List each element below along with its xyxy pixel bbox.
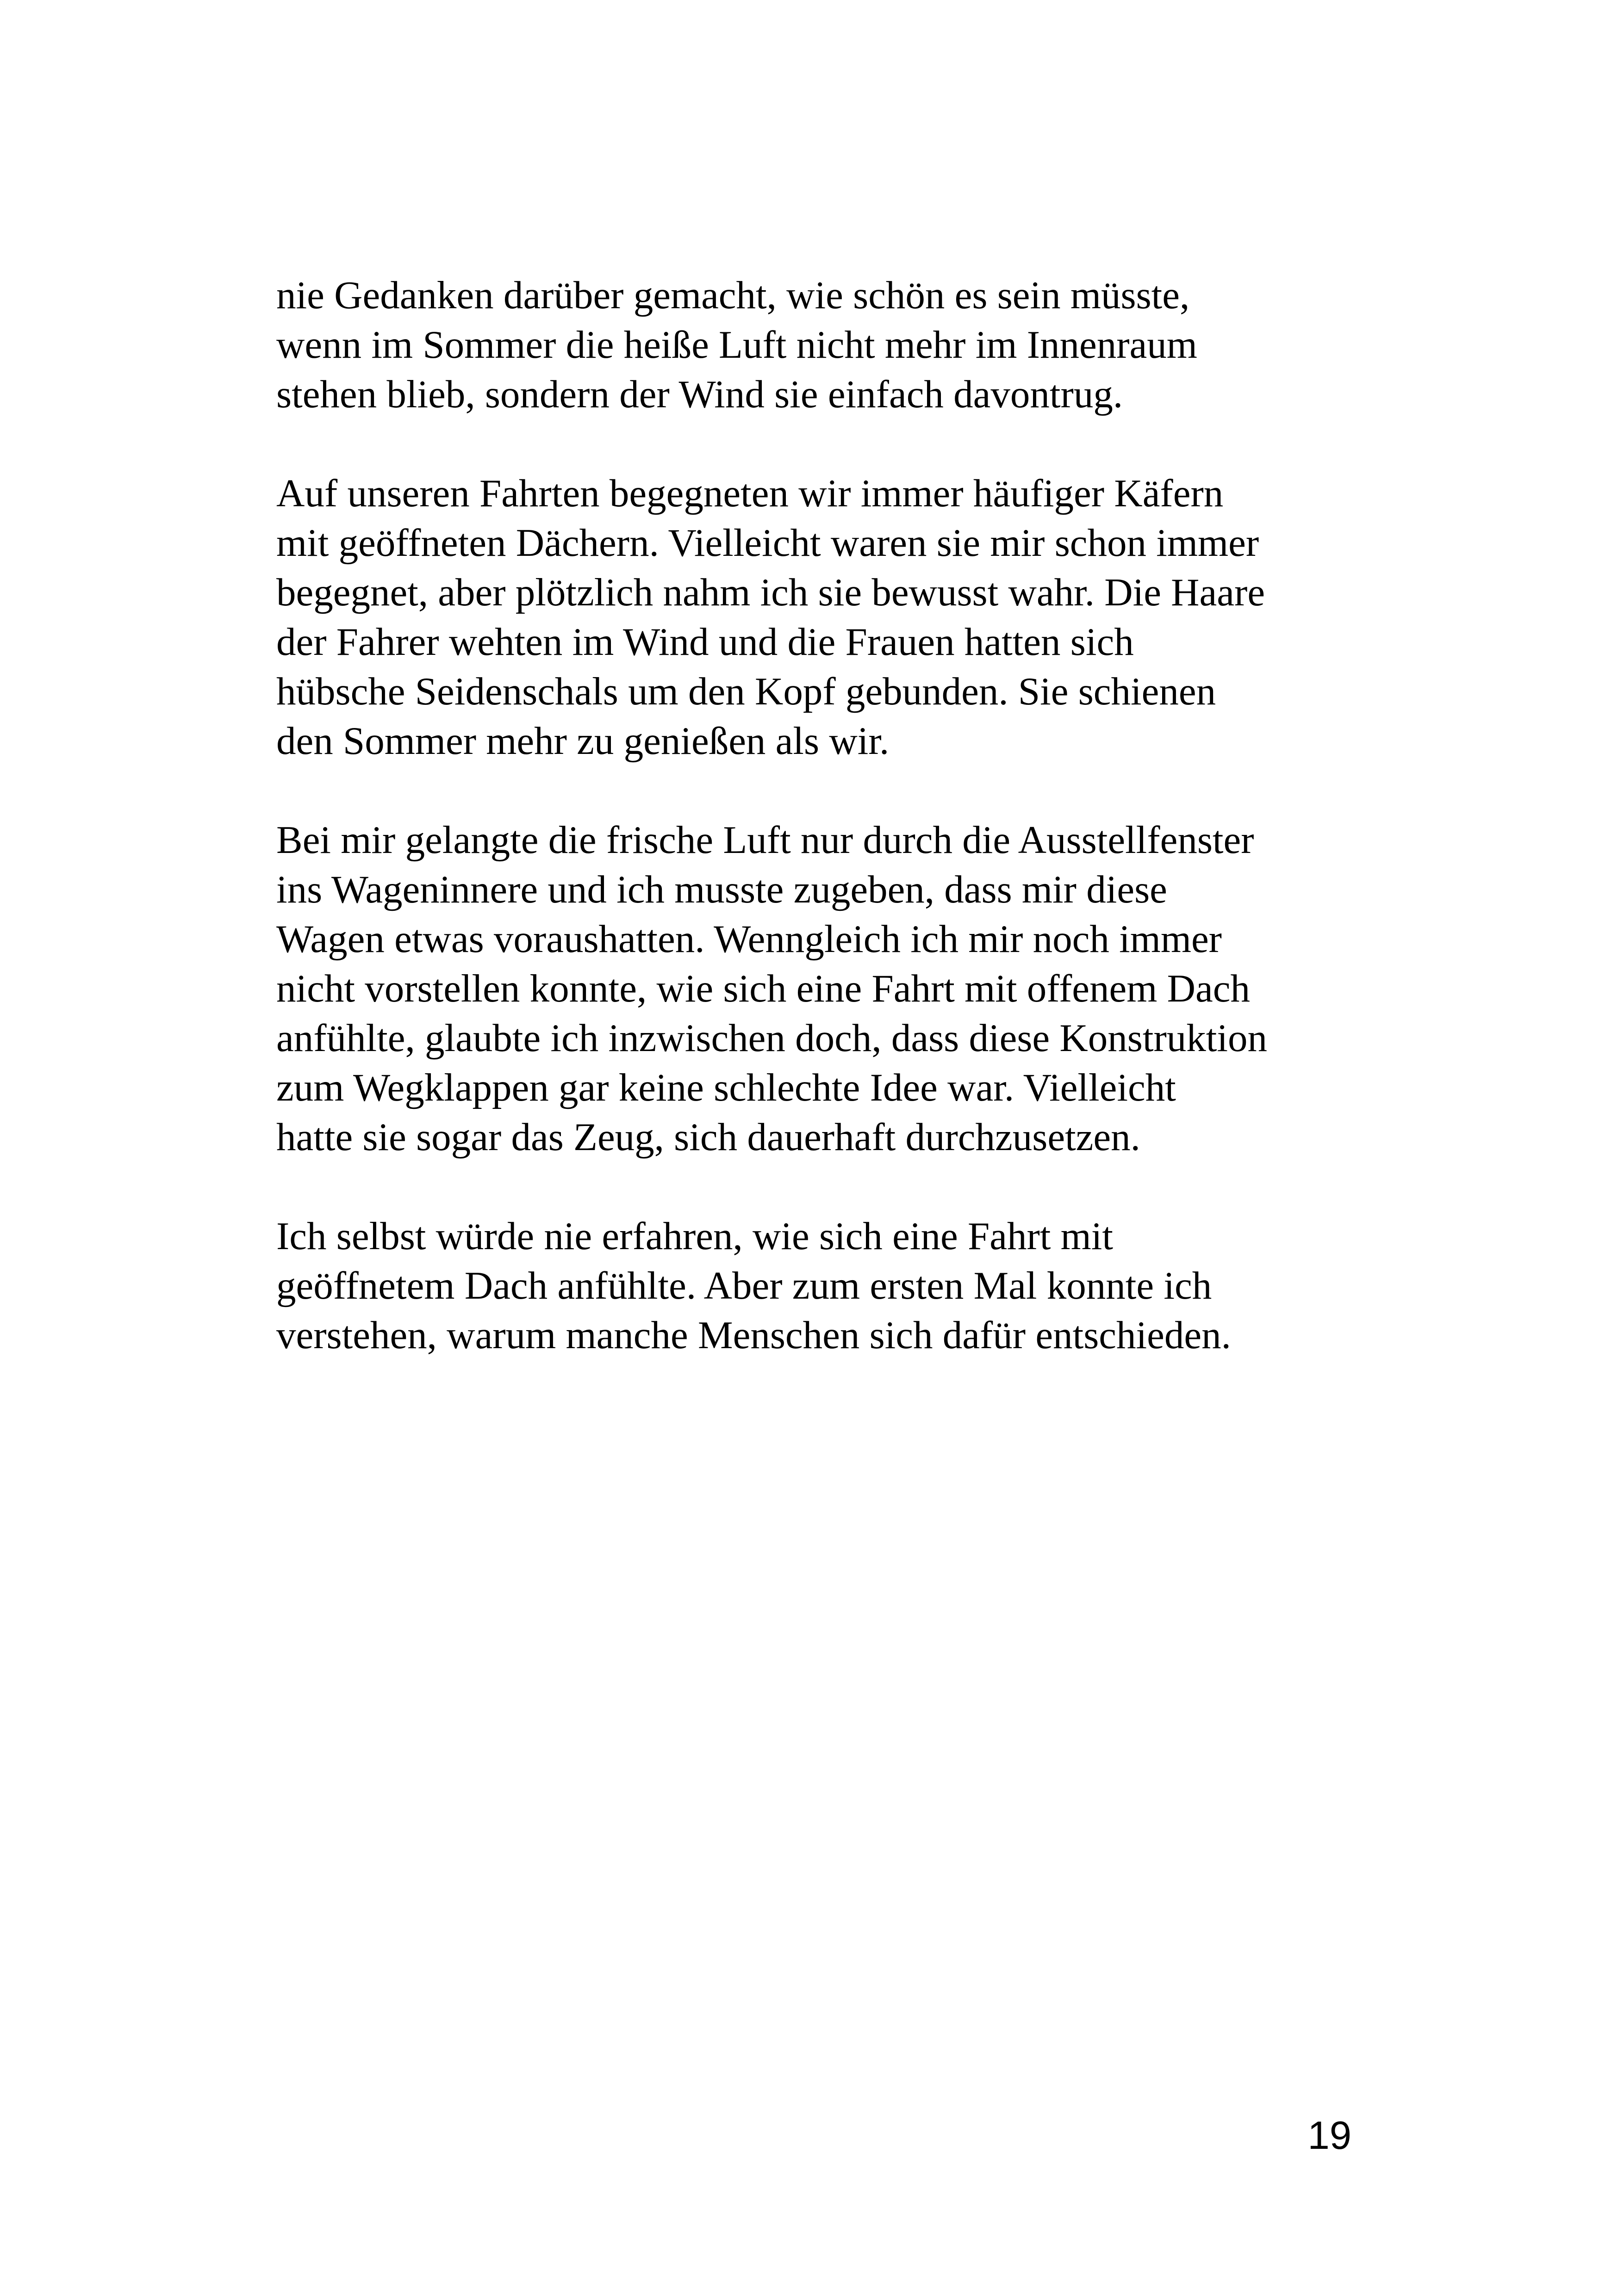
text-line: mit geöffneten Dächern. Vielleicht waren sie mir schon immer <box>276 521 1259 565</box>
body-text <box>276 271 1387 1410</box>
text-line: nie Gedanken darüber gemacht, wie schön es sein müsste, <box>276 274 1190 317</box>
text-line: anfühlte, glaubte ich inzwischen doch, dass diese Konstruktion <box>276 1016 1268 1060</box>
text-line: begegnet, aber plötzlich nahm ich sie bewusst wahr. Die Haare <box>276 571 1265 614</box>
text-line: Wagen etwas voraushatten. Wenngleich ich mir noch immer <box>276 917 1222 961</box>
text-line: den Sommer mehr zu genießen als wir. <box>276 719 890 763</box>
text-line: geöffnetem Dach anfühlte. Aber zum ersten Mal konnte ich <box>276 1264 1212 1307</box>
text-line: nicht vorstellen konnte, wie sich eine Fahrt mit offenem Dach <box>276 967 1250 1010</box>
page-number: 19 <box>1307 2114 1351 2158</box>
text-line: stehen blieb, sondern der Wind sie einfach davontrug. <box>276 373 1123 416</box>
text-line: verstehen, warum manche Menschen sich dafür entschieden. <box>276 1313 1231 1357</box>
paragraph-4 <box>276 1212 1387 1360</box>
paragraph-3 <box>276 815 1387 1162</box>
text-line: ins Wageninnere und ich musste zugeben, dass mir diese <box>276 868 1167 911</box>
text-line: Auf unseren Fahrten begegneten wir immer häufiger Käfern <box>276 472 1224 515</box>
text-line: der Fahrer wehten im Wind und die Frauen hatten sich <box>276 620 1134 664</box>
text-line: Ich selbst würde nie erfahren, wie sich eine Fahrt mit <box>276 1214 1113 1258</box>
text-line: wenn im Sommer die heiße Luft nicht mehr im Innenraum <box>276 323 1197 367</box>
paragraph-2 <box>276 469 1387 766</box>
text-line: hatte sie sogar das Zeug, sich dauerhaft durchzusetzen. <box>276 1115 1140 1159</box>
text-line: Bei mir gelangte die frische Luft nur durch die Ausstellfenster <box>276 818 1254 862</box>
paragraph-1 <box>276 271 1387 419</box>
text-line: hübsche Seidenschals um den Kopf gebunden. Sie schienen <box>276 670 1216 713</box>
text-line: zum Wegklappen gar keine schlechte Idee war. Vielleicht <box>276 1066 1176 1109</box>
